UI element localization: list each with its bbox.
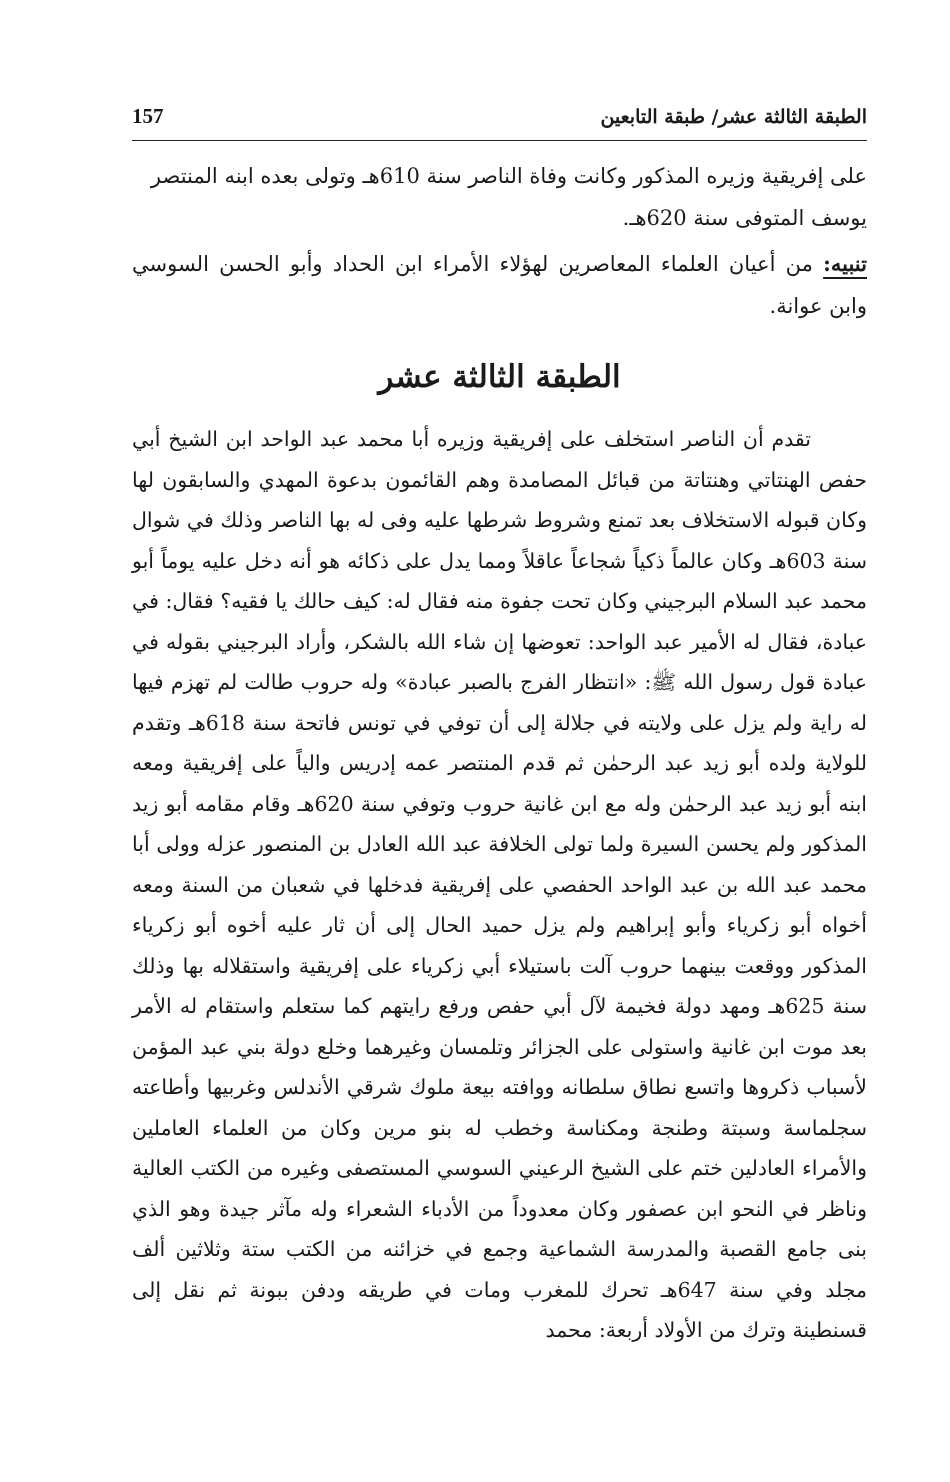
- page-number: 157: [132, 104, 164, 128]
- note-paragraph: [132, 243, 867, 327]
- note-label: تنبيه:: [823, 251, 867, 276]
- running-title: الطبقة الثالثة عشر/ طبقة التابعين: [600, 106, 867, 128]
- book-page: [132, 100, 867, 1400]
- continued-line-2: يوسف المتوفى سنة 620هـ.: [622, 206, 867, 230]
- body-paragraph: تقدم أن الناصر استخلف على إفريقية وزيره أبا محمد عبد الواحد ابن الشيخ أبي حفص الهنتاتي وهنتاتة من قبائل المصامدة وهم القائمون بدعوة المهدي والسابقون لها وكان قبوله الاستخلاف بعد تمنع وشروط شرطها عليه وفى له بها الناصر وذلك في شوال سنة 603هـ وكان عالماً ذكياً شجاعاً عاقلاً ومما يدل على ذكائه هو أنه دخل عليه يوماً أبو محمد عبد السلام البرجيني وكان تحت جفوة منه فقال له: كيف حالك يا فقيه؟ فقال: في عبادة، فقال له الأمير عبد الواحد: تعوضها إن شاء الله بالشكر، وأراد البرجيني بقوله في عبادة قول رسول الله ﷺ: «انتظار الفرج بالصبر عبادة» وله حروب طالت لم تهزم فيها له راية ولم يزل على ولايته في جلالة إلى أن توفي في تونس فاتحة سنة 618هـ وتقدم للولاية ولده أبو زيد عبد الرحمٰن ثم قدم المنتصر عمه إدريس والياً على إفريقية ومعه ابنه أبو زيد عبد الرحمٰن وله مع ابن غانية حروب وتوفي سنة 620هـ وقام مقامه أبو زيد المذكور ولم يحسن السيرة ولما تولى الخلافة عبد الله العادل بن المنصور عزله وولى أبا محمد عبد الله بن عبد الواحد الحفصي على إفريقية فدخلها في شعبان من السنة ومعه أخواه أبو زكرياء وأبو إبراهيم ولم يزل حميد الحال إلى أن ثار عليه أخوه أبو زكرياء المذكور ووقعت بينهما حروب آلت باستيلاء أبي زكرياء على إفريقية واستقلاله بها وذلك سنة 625هـ ومهد دولة فخيمة لآل أبي حفص ورفع رايتهم كما ستعلم واستقام له الأمر بعد موت ابن غانية واستولى على الجزائر وتلمسان وغيرهما وخلع دولة بني عبد المؤمن لأسباب ذكروها واتسع نطاق سلطانه ووافته بيعة ملوك شرقي الأندلس وغربيها وأطاعته سجلماسة وسبتة وطنجة ومكناسة وخطب له بنو مرين وكان من العلماء العاملين والأمراء العادلين ختم على الشيخ الرعيني السوسي المستصفى وغيره من الكتب العالية وناظر في النحو ابن عصفور وكان معدوداً من الأدباء الشعراء وله مآثر جيدة وهو الذي بنى جامع القصبة والمدرسة الشماعية وجمع في خزائنه من الكتب ستة وثلاثين ألف مجلد وفي سنة 647هـ تحرك للمغرب ومات في طريقه ودفن ببونة ثم نقل إلى قسنطينة وترك من الأولاد أربعة: محمد: [132, 427, 868, 1342]
- running-header: [132, 100, 867, 141]
- note-text: من أعيان العلماء المعاصرين لهؤلاء الأمراء ابن الحداد وأبو الحسن السوسي وابن عوانة.: [132, 252, 867, 318]
- continued-line-1: على إفريقية وزيره المذكور وكانت وفاة الناصر سنة 610هـ وتولى بعده ابنه المنتصر: [150, 164, 867, 188]
- chapter-title: الطبقة الثالثة عشر: [378, 359, 621, 395]
- continued-paragraph: [132, 155, 867, 239]
